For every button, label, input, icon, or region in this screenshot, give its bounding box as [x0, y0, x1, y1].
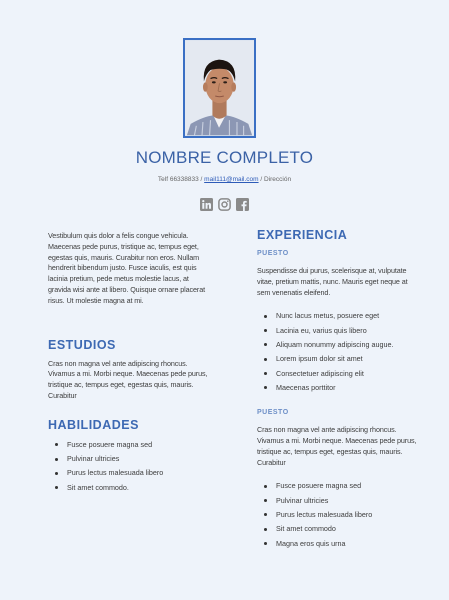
list-item: Magna eros quis urna: [257, 537, 417, 551]
separator: /: [198, 176, 205, 183]
job-description: Suspendisse dui purus, scelerisque at, vulputate vitae, pretium mattis, nunc. Mauris eget neque at sem venenatis eleifend.: [257, 266, 408, 297]
email-link[interactable]: mail111@mail.com: [204, 176, 259, 183]
list-item: Fusce posuere magna sed: [48, 438, 208, 452]
full-name: NOMBRE COMPLETO: [135, 148, 314, 167]
list-item: Sit amet commodo.: [48, 481, 208, 495]
list-item: Consectetuer adipiscing elit: [257, 367, 417, 381]
phone-text: Telf 66338833: [157, 176, 199, 183]
list-item: Fusce posuere magna sed: [257, 479, 417, 493]
right-column: [257, 228, 417, 551]
estudios-text: Cras non magna vel ante adipiscing rhoncus. Vivamus a mi. Morbi neque. Maecenas pede purus, tristique ac, tempus eget, egestas quis, mauris. Curabitur: [48, 358, 208, 400]
section-title-estudios: ESTUDIOS: [48, 337, 116, 352]
separator: /: [258, 176, 264, 183]
list-item: Purus lectus malesuada libero: [48, 466, 208, 480]
list-item: Lacinia eu, varius quis libero: [257, 324, 417, 338]
job-description: Cras non magna vel ante adipiscing rhoncus. Vivamus a mi. Morbi neque. Maecenas pede purus, tristique ac, tempus eget, egestas quis, mauris. Curabitur: [257, 425, 417, 467]
about-text: Vestibulum quis dolor a felis congue vehicula. Maecenas pede purus, tristique ac, tempus eget, egestas quis, mauris. Curabitur non eros. Nullam hendrerit bibendum justo. Fusce iaculis, est quis lacinia pretium, pede metus molestie lacus, at gravida wisi ante at libero. Quisque ornare placerat risus. Ut molestie magna at mi.: [48, 231, 206, 305]
section-title-habilidades: HABILIDADES: [48, 417, 139, 432]
list-item: Lorem ipsum dolor sit amet: [257, 352, 417, 366]
list-item: Aliquam nonummy adipiscing augue.: [257, 338, 417, 352]
job-tasks-list: [257, 479, 417, 550]
list-item: Pulvinar ultricies: [48, 452, 208, 466]
person-portrait-icon: [185, 40, 254, 136]
instagram-icon[interactable]: [218, 198, 231, 211]
list-item: Purus lectus malesuada libero: [257, 508, 417, 522]
facebook-icon[interactable]: [236, 198, 249, 211]
list-item: Pulvinar ultricies: [257, 494, 417, 508]
list-item: Maecenas porttitor: [257, 381, 417, 395]
list-item: Sit amet commodo: [257, 522, 417, 536]
job-tasks-list: [257, 309, 417, 395]
social-links: [0, 198, 449, 211]
skills-list: [48, 438, 208, 495]
address-text: Dirección: [264, 176, 292, 183]
list-item: Nunc lacus metus, posuere eget: [257, 309, 417, 323]
left-column: [48, 231, 208, 495]
job-title: PUESTO: [257, 250, 289, 257]
section-title-experiencia: EXPERIENCIA: [257, 228, 348, 242]
linkedin-icon[interactable]: [200, 198, 213, 211]
profile-photo: [183, 38, 256, 138]
contact-line: [0, 176, 449, 183]
job-title: PUESTO: [257, 409, 289, 417]
